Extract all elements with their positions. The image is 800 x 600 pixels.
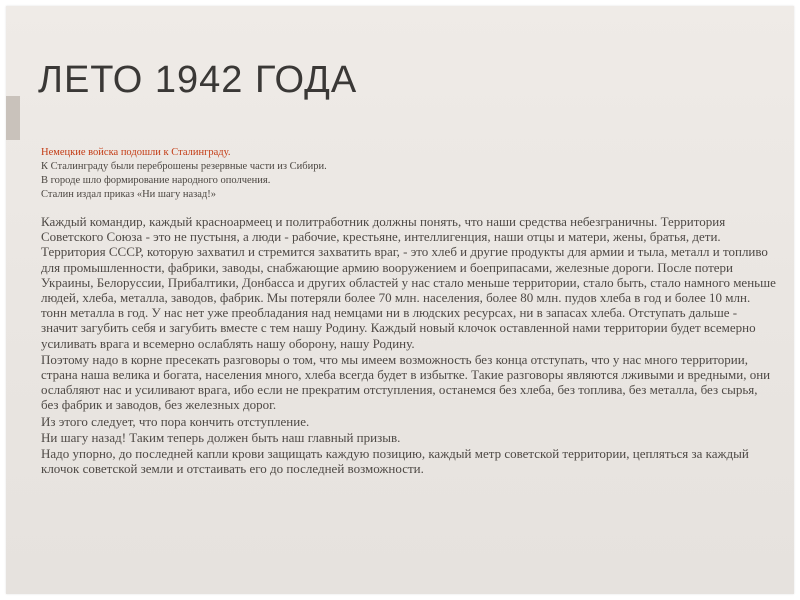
intro-line: В городе шло формирование народного ополчения. [41, 175, 271, 186]
order-paragraph: Из этого следует, что пора кончить отступление. [41, 413, 310, 429]
slide [6, 6, 794, 594]
order-paragraph: Надо упорно, до последней капли крови защищать каждую позицию, каждый метр советской территории, цепляться за каждый клочок советской земли и отстаивать его до последней возможности. [41, 446, 749, 477]
order-paragraph: Ни шагу назад! Таким теперь должен быть наш главный призыв. [41, 429, 401, 445]
order-text [41, 214, 776, 477]
order-paragraph: Каждый командир, каждый красноармеец и политработник должны понять, что наши средства небезграничны. Территория Советского Союза - это не пустыня, а люди - рабочие, крестьяне, интеллигенция, наши отцы и матери, жены, братья, дети. Территория СССР, которую захватил и стремится захватить враг, - это хлеб и другие продукты для армии и тыла, металл и топливо для промышленности, фабрики, заводы, снабжающие армию вооружением и боеприпасами, железные дороги. После потери Украины, Белоруссии, Прибалтики, Донбасса и других областей у нас стало меньше территории, стало быть, стало намного меньше людей, хлеба, металла, заводов, фабрик. Мы потеряли более 70 млн. населения, более 80 млн. пудов хлеба в год и более 10 млн. тонн металла в год. У нас нет уже преобладания над немцами ни в людских ресурсах, ни в запасах хлеба. Отступать дальше - значит загубить себя и загубить вместе с тем нашу Родину. Каждый новый клочок оставленной нами территории будет всемерно усиливать врага и всемерно ослаблять нашу оборону, нашу Родину. [41, 214, 776, 351]
slide-title: ЛЕТО 1942 ГОДА [38, 59, 358, 101]
title-accent-bar [6, 96, 20, 140]
intro-line: К Сталинграду были переброшены резервные части из Сибири. [41, 161, 327, 172]
intro-line-highlight: Немецкие войска подошли к Сталинграду. [41, 147, 231, 158]
intro-block [41, 146, 327, 202]
intro-line: Сталин издал приказ «Ни шагу назад!» [41, 189, 217, 200]
order-paragraph: Поэтому надо в корне пресекать разговоры о том, что мы имеем возможность без конца отступать, что у нас много территории, страна наша велика и богата, населения много, хлеба всегда будет в избытке. Такие разговоры являются лживыми и вредными, они ослабляют нас и усиливают врага, ибо если не прекратим отступления, останемся без хлеба, без топлива, без металла, без сырья, без фабрик и заводов, без железных дорог. [41, 351, 771, 413]
